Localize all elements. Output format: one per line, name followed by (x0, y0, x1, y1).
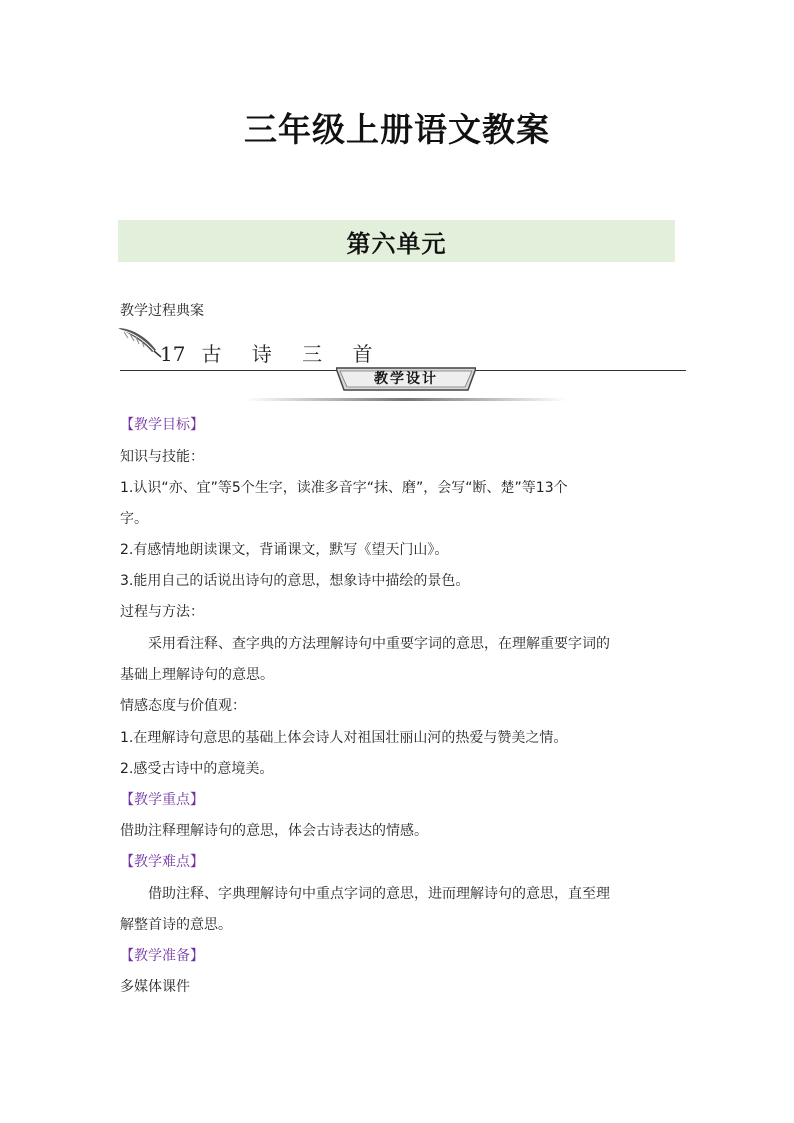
difficulties-text: 借助注释、字典理解诗句中重点字词的意思，进而理解诗句的意思，直至理 (148, 886, 610, 902)
heading-preparation: 【教学准备】 (120, 948, 204, 964)
process-text-cont: 基础上理解诗句的意思。 (120, 667, 274, 683)
subheading-attitude: 情感态度与价值观： (120, 698, 246, 714)
preparation-text: 多媒体课件 (120, 979, 190, 995)
difficulties-text-cont: 解整首诗的意思。 (120, 917, 232, 933)
key-points-text: 借助注释理解诗句的意思，体会古诗表达的情感。 (120, 823, 428, 839)
subheading-knowledge: 知识与技能： (120, 449, 204, 465)
banner-underline (245, 398, 567, 401)
heading-objectives: 【教学目标】 (120, 417, 204, 433)
heading-key-points: 【教学重点】 (120, 792, 204, 808)
heading-difficulties: 【教学难点】 (120, 854, 204, 870)
lesson-number: 17 (160, 342, 186, 366)
objective-3: 3.能用自己的话说出诗句的意思，想象诗中描绘的景色。 (120, 573, 470, 589)
objective-1: 1.认识“亦、宜”等5个生字，读准多音字“抹、磨”，会写“断、楚”等13个 (120, 480, 568, 496)
attitude-2: 2.感受古诗中的意境美。 (120, 761, 274, 777)
lesson-heading (160, 338, 385, 367)
objective-2: 2.有感情地朗读课文，背诵课文，默写《望天门山》。 (120, 542, 449, 558)
subheading-process: 过程与方法： (120, 604, 204, 620)
banner-label: 教学设计 (374, 371, 438, 387)
unit-header (118, 220, 675, 262)
feather-quill-icon (116, 324, 162, 358)
process-text: 采用看注释、查字典的方法理解诗句中重要字词的意思，在理解重要字词的 (148, 636, 610, 652)
attitude-1: 1.在理解诗句意思的基础上体会诗人对祖国壮丽山河的热爱与赞美之情。 (120, 730, 568, 746)
section-label: 教学过程典案 (120, 303, 204, 319)
lesson-title: 古 诗 三 首 (201, 342, 385, 366)
unit-title: 第六单元 (346, 229, 447, 258)
document-title: 三年级上册语文教案 (244, 110, 550, 149)
objective-1-cont: 字。 (120, 511, 148, 527)
